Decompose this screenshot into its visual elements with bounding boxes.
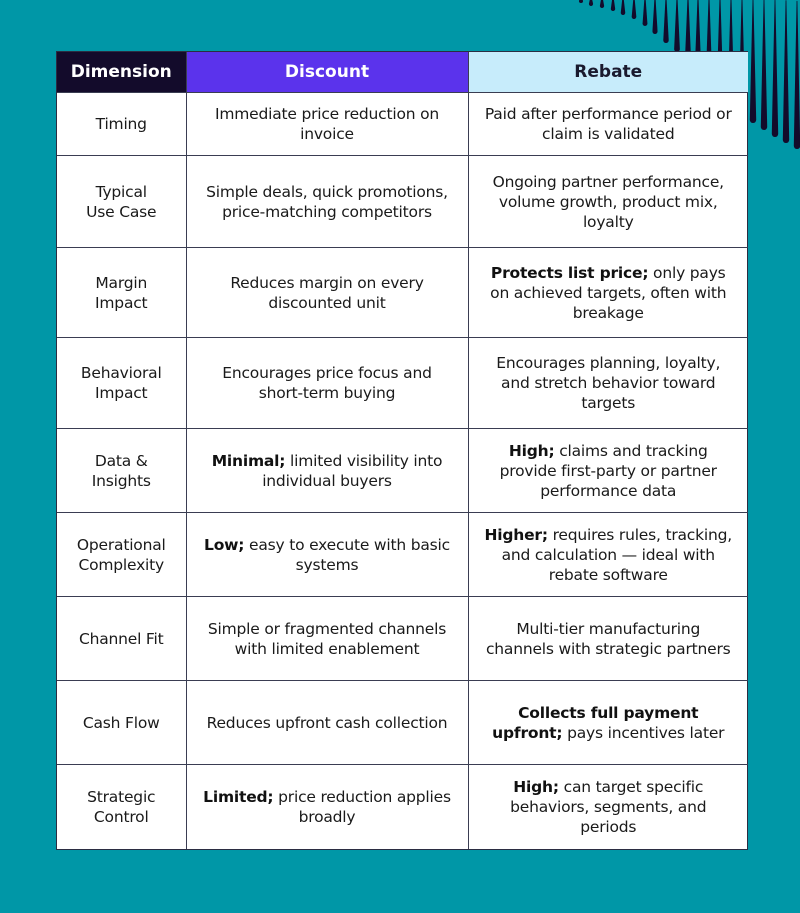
table-row — [57, 597, 748, 681]
rebate-text: Ongoing partner performance, volume growth, product mix, loyalty — [492, 172, 724, 231]
discount-cell — [186, 93, 468, 156]
rebate-emphasis: High; — [513, 777, 559, 796]
discount-cell — [186, 156, 468, 248]
header-rebate: Rebate — [468, 52, 748, 93]
discount-cell — [186, 597, 468, 681]
rebate-cell — [468, 93, 748, 156]
rebate-cell — [468, 513, 748, 597]
dimension-cell — [57, 765, 186, 849]
dimension-label: Typical Use Case — [86, 182, 157, 221]
dimension-cell — [57, 597, 186, 681]
dimension-label: Cash Flow — [82, 713, 160, 732]
discount-text: Immediate price reduction on invoice — [214, 105, 440, 143]
rebate-text: requires rules, tracking, and calculation — ideal with rebate software — [501, 525, 733, 584]
discount-text: Simple deals, quick promotions, price-matching competitors — [206, 182, 448, 221]
discount-cell — [186, 429, 468, 513]
table-row — [57, 681, 748, 765]
rebate-text: can target specific behaviors, segments, and periods — [510, 777, 707, 836]
table-row — [57, 765, 748, 849]
rebate-cell — [468, 597, 748, 681]
discount-text: price reduction applies broadly — [273, 787, 451, 826]
dimension-cell — [57, 429, 186, 513]
rebate-emphasis: Collects full payment upfront; — [492, 703, 699, 742]
table-row — [57, 513, 748, 597]
dimension-cell — [57, 248, 186, 338]
header-dimension: Dimension — [57, 52, 186, 93]
discount-text: Encourages price focus and short-term buying — [222, 364, 432, 402]
dimension-label: Channel Fit — [78, 629, 164, 648]
rebate-cell — [468, 765, 748, 849]
table-header-row — [57, 52, 748, 93]
discount-cell — [186, 765, 468, 849]
header-discount: Discount — [186, 52, 468, 93]
table-row — [57, 338, 748, 429]
rebate-emphasis: Protects list price; — [490, 263, 649, 282]
rebate-text: Encourages planning, loyalty, and stretch behavior toward targets — [496, 354, 721, 412]
table-row — [57, 156, 748, 248]
dimension-label: Operational Complexity — [76, 535, 166, 574]
discount-text: Reduces upfront cash collection — [206, 713, 448, 732]
discount-emphasis: Minimal; — [211, 451, 286, 470]
discount-cell — [186, 513, 468, 597]
discount-cell — [186, 681, 468, 765]
dimension-label: Margin Impact — [95, 273, 148, 312]
discount-cell — [186, 338, 468, 429]
dimension-label: Strategic Control — [87, 787, 156, 826]
comparison-table — [56, 51, 748, 850]
dimension-label: Timing — [95, 115, 147, 133]
discount-text: limited visibility into individual buyers — [262, 451, 443, 490]
table-row — [57, 93, 748, 156]
rebate-text: pays incentives later — [562, 723, 725, 742]
rebate-text: Multi-tier manufacturing channels with strategic partners — [485, 619, 731, 658]
discount-text: Reduces margin on every discounted unit — [230, 273, 424, 312]
discount-emphasis: Limited; — [203, 787, 274, 806]
discount-cell — [186, 248, 468, 338]
dimension-label: Data & Insights — [91, 451, 151, 490]
dimension-cell — [57, 93, 186, 156]
rebate-emphasis: Higher; — [484, 525, 548, 544]
rebate-cell — [468, 248, 748, 338]
rebate-cell — [468, 156, 748, 248]
dimension-cell — [57, 156, 186, 248]
discount-emphasis: Low; — [204, 535, 245, 554]
rebate-cell — [468, 429, 748, 513]
table-row — [57, 248, 748, 338]
discount-text: easy to execute with basic systems — [244, 535, 450, 574]
dimension-cell — [57, 338, 186, 429]
rebate-cell — [468, 681, 748, 765]
rebate-text: only pays on achieved targets, often with breakage — [490, 263, 727, 322]
table-row — [57, 429, 748, 513]
rebate-text: Paid after performance period or claim is validated — [484, 105, 732, 143]
dimension-label: Behavioral Impact — [80, 364, 162, 402]
rebate-emphasis: High; — [508, 441, 555, 460]
discount-text: Simple or fragmented channels with limited enablement — [207, 619, 447, 658]
dimension-cell — [57, 681, 186, 765]
dimension-cell — [57, 513, 186, 597]
rebate-cell — [468, 338, 748, 429]
rebate-text: claims and tracking provide first-party or partner performance data — [499, 441, 717, 500]
